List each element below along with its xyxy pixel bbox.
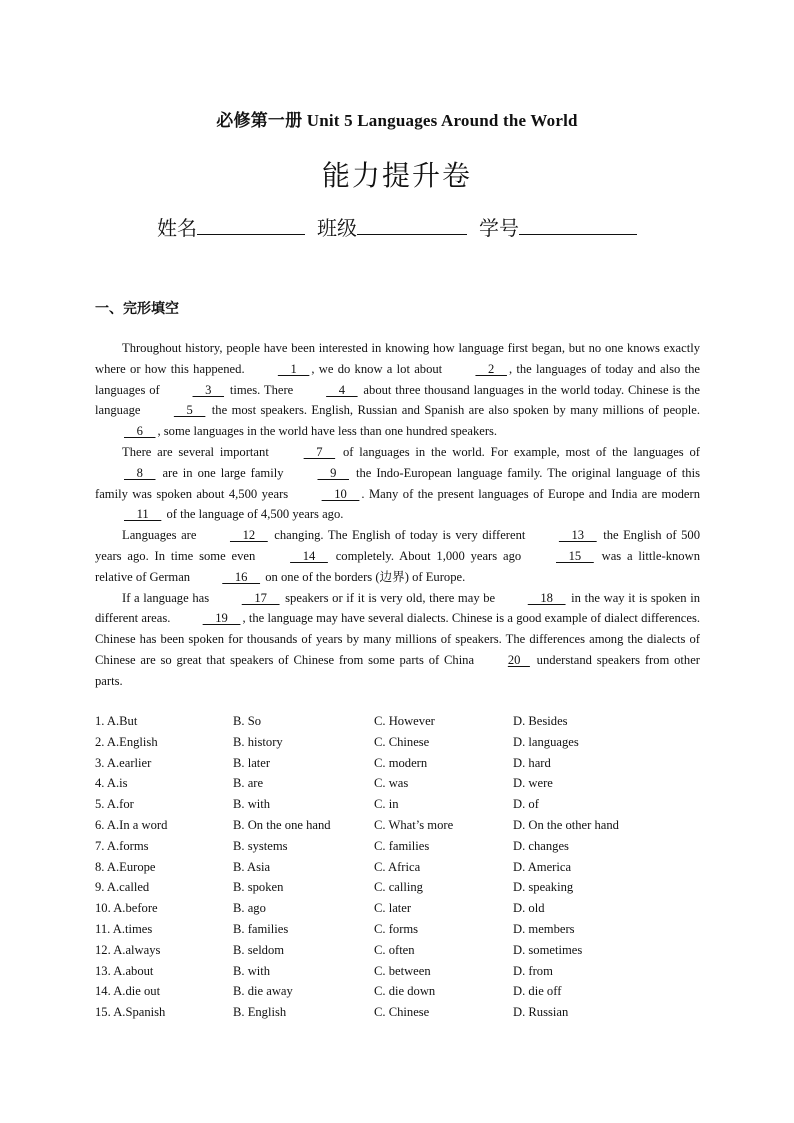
blank-5[interactable]: 5 (173, 403, 206, 418)
option-row (95, 794, 715, 815)
option-c: C. Chinese (374, 734, 430, 749)
passage-text: about three thousand languages in the world today. Chinese is the language (95, 382, 701, 418)
option-a: 10. A.before (95, 901, 158, 916)
option-b: B. So (233, 714, 261, 728)
option-d: D. speaking (513, 880, 574, 895)
student-id-label: 学号 (479, 218, 519, 240)
blank-9[interactable]: 9 (317, 465, 349, 480)
blank-8[interactable]: 8 (124, 465, 156, 480)
option-b: B. with (233, 963, 271, 978)
option-a: 11. A.times (95, 921, 153, 936)
option-c: C. between (374, 963, 431, 978)
option-row (95, 753, 715, 774)
option-c: C. die down (374, 984, 436, 999)
passage-text: speakers or if it is very old, there may be (281, 590, 499, 605)
option-d: D. hard (513, 755, 551, 770)
option-d: D. changes (513, 838, 569, 853)
option-c: C. What’s more (374, 817, 454, 832)
option-d: D. Besides (513, 714, 568, 728)
option-b: B. ago (233, 901, 266, 916)
option-d: D. die off (513, 984, 562, 999)
option-b: B. systems (233, 838, 288, 853)
option-a: 12. A.always (95, 942, 161, 957)
passage-paragraph (95, 588, 700, 692)
option-c: C. modern (374, 755, 428, 770)
blank-19[interactable]: 19 (202, 611, 241, 626)
passage-text: times. There (226, 382, 298, 397)
blank-7[interactable]: 7 (303, 444, 336, 459)
blank-20[interactable]: 20 (507, 652, 530, 667)
option-b: B. families (233, 921, 289, 936)
document-title: 必修第一册 Unit 5 Languages Around the World (216, 111, 578, 130)
passage-text: , the languages of today and also the languages of (95, 361, 700, 397)
option-d: D. of (513, 797, 539, 812)
blank-6[interactable]: 6 (124, 424, 156, 439)
option-d: D. members (513, 921, 575, 936)
option-a: 2. A.English (95, 734, 158, 749)
option-c: C. families (374, 838, 430, 853)
passage-text: on one of the borders (边界) of Europe. (262, 569, 466, 584)
option-a: 4. A.is (95, 776, 128, 791)
passage-text: completely. About 1,000 years ago (329, 548, 527, 563)
passage-text: of languages in the world. For example, most of the languages of (337, 444, 700, 459)
option-d: D. Russian (513, 1005, 569, 1020)
passage-text: , some languages in the world have less than one hundred speakers. (157, 424, 498, 439)
option-b: B. spoken (233, 880, 284, 895)
option-c: C. often (374, 942, 415, 957)
option-row (95, 815, 715, 836)
passage-text: , the language may have several dialects. Chinese is a good example of dialect differences. Chinese has been spoken for thousands of years by many millions of speakers. The differences among the dialects of Chinese are so great that speakers of Chinese from some parts of China (95, 611, 700, 667)
option-c: C. was (374, 776, 409, 791)
option-a: 14. A.die out (95, 984, 161, 999)
answer-options (95, 711, 715, 1023)
blank-10[interactable]: 10 (321, 486, 360, 501)
passage-text: There are several important (122, 444, 275, 459)
option-b: B. later (233, 755, 271, 770)
section-title: 一、完形填空 (95, 302, 179, 317)
option-row (95, 857, 715, 878)
cloze-passage (95, 338, 700, 692)
blank-3[interactable]: 3 (192, 382, 225, 397)
blank-16[interactable]: 16 (222, 569, 261, 584)
name-label: 姓名 (157, 218, 197, 240)
option-row (95, 919, 715, 940)
option-d: D. America (513, 859, 572, 874)
document-subtitle: 能力提升卷 (321, 161, 472, 192)
option-b: B. with (233, 797, 271, 812)
blank-18[interactable]: 18 (527, 590, 566, 605)
passage-paragraph (95, 525, 700, 587)
option-d: D. old (513, 901, 545, 916)
option-b: B. are (233, 776, 264, 791)
passage-text: , we do know a lot about (311, 361, 447, 376)
option-c: C. in (374, 797, 399, 812)
option-b: B. Asia (233, 859, 271, 874)
option-d: D. from (513, 963, 553, 978)
option-row (95, 1002, 715, 1023)
option-d: D. were (513, 776, 553, 791)
passage-text: If a language has (122, 590, 213, 605)
passage-text: Languages are (122, 528, 201, 543)
option-a: 3. A.earlier (95, 755, 152, 770)
class-label: 班级 (317, 218, 357, 240)
option-b: B. die away (233, 984, 293, 999)
class-blank[interactable] (357, 216, 467, 235)
blank-14[interactable]: 14 (290, 548, 328, 563)
student-info-line (0, 212, 794, 241)
option-d: D. languages (513, 734, 579, 749)
blank-12[interactable]: 12 (229, 528, 268, 543)
blank-17[interactable]: 17 (241, 590, 280, 605)
option-row (95, 961, 715, 982)
option-a: 15. A.Spanish (95, 1005, 166, 1020)
option-d: D. sometimes (513, 942, 583, 957)
option-row (95, 981, 715, 1002)
option-row (95, 836, 715, 857)
option-b: B. English (233, 1005, 287, 1020)
blank-11[interactable]: 11 (124, 507, 162, 522)
name-blank[interactable] (197, 216, 305, 235)
option-c: C. calling (374, 880, 423, 895)
blank-15[interactable]: 15 (556, 548, 594, 563)
passage-text: the Indo-European language family. The original language of this family was spoken about 4,500 years (95, 465, 700, 501)
blank-1[interactable]: 1 (277, 361, 310, 376)
passage-text: in the way it is spoken in different areas. (95, 590, 700, 626)
option-a: 9. A.called (95, 880, 150, 895)
passage-text: changing. The English of today is very different (269, 528, 530, 543)
option-a: 5. A.for (95, 797, 134, 812)
option-c: C. forms (374, 921, 419, 936)
blank-2[interactable]: 2 (475, 361, 507, 376)
option-c: C. Africa (374, 859, 421, 874)
option-b: B. On the one hand (233, 817, 331, 832)
passage-text: the most speakers. English, Russian and Spanish are also spoken by many millions of people. (207, 403, 700, 418)
option-c: C. later (374, 901, 412, 916)
option-a: 7. A.forms (95, 838, 149, 853)
option-d: D. On the other hand (513, 817, 619, 832)
passage-paragraph (95, 338, 700, 442)
passage-text: of the language of 4,500 years ago. (163, 507, 344, 522)
passage-paragraph (95, 442, 700, 525)
option-a: 6. A.In a word (95, 817, 168, 832)
option-row (95, 711, 715, 732)
passage-text: . Many of the present languages of Europe and India are modern (361, 486, 700, 501)
blank-13[interactable]: 13 (558, 528, 597, 543)
blank-4[interactable]: 4 (326, 382, 358, 397)
option-row (95, 732, 715, 753)
option-b: B. seldom (233, 942, 285, 957)
option-row (95, 773, 715, 794)
option-c: C. However (374, 714, 435, 728)
passage-text: was a little-known relative of German (95, 548, 700, 584)
option-c: C. Chinese (374, 1005, 430, 1020)
option-a: 13. A.about (95, 963, 154, 978)
option-a: 1. A.But (95, 714, 138, 728)
option-row (95, 898, 715, 919)
option-a: 8. A.Europe (95, 859, 156, 874)
option-b: B. history (233, 734, 283, 749)
passage-text: Throughout history, people have been interested in knowing how language first began, but no one knows exactly where or how this happened. (95, 341, 700, 376)
passage-text: the English of 500 years ago. In time some even (95, 528, 700, 563)
student-id-blank[interactable] (519, 216, 637, 235)
option-row (95, 877, 715, 898)
passage-text: are in one large family (157, 465, 289, 480)
passage-text: understand speakers from other parts. (95, 652, 700, 688)
option-row (95, 940, 715, 961)
